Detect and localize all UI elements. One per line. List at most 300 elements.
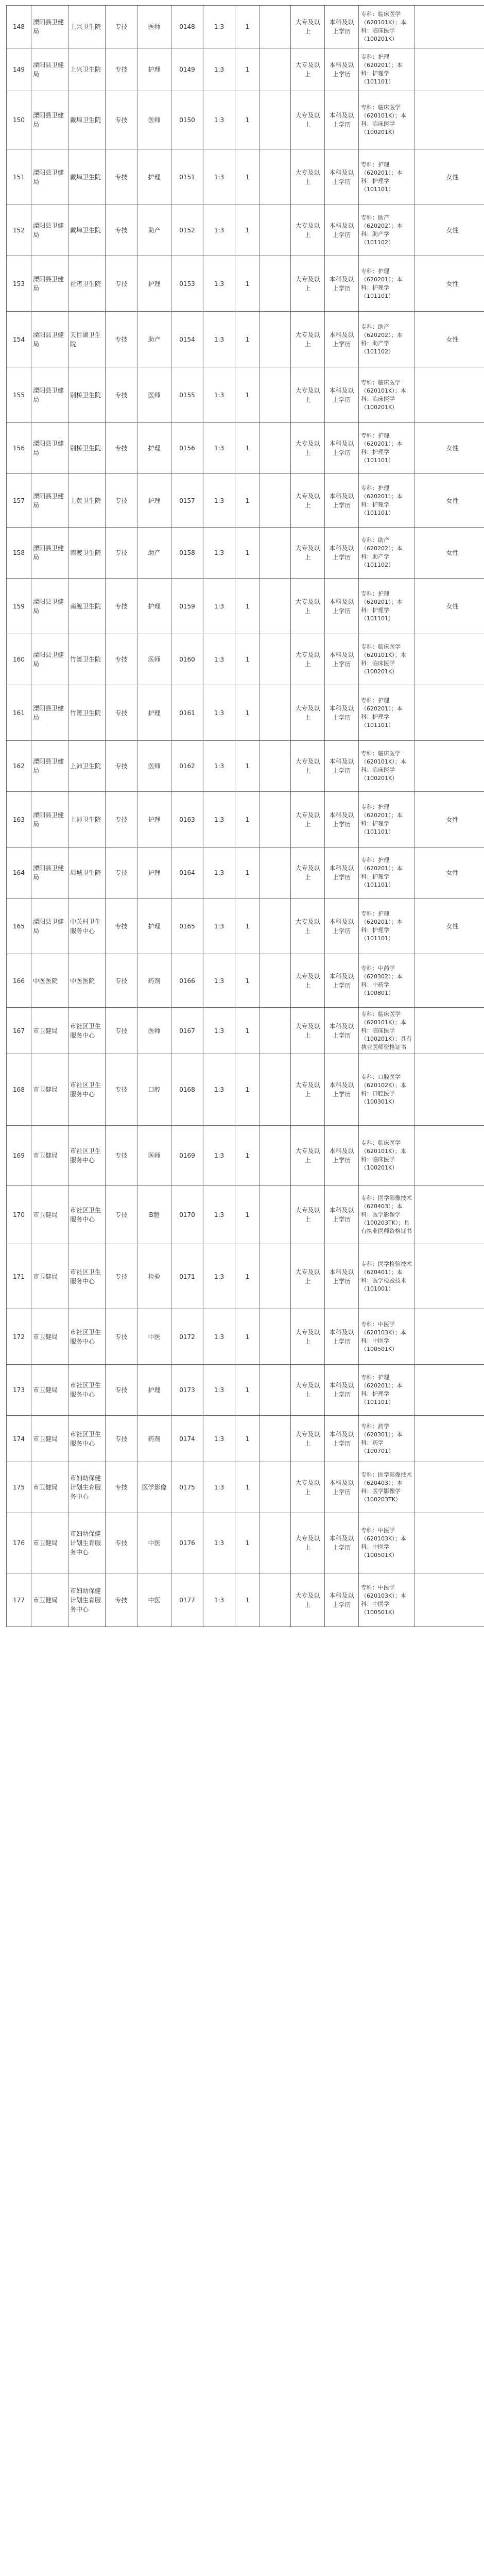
exam-ratio-cell: 1:3 <box>203 48 235 91</box>
exam-ratio-cell: 1:3 <box>203 741 235 792</box>
seq-cell: 176 <box>7 1513 31 1573</box>
department-cell: 溧阳县卫健局 <box>31 685 68 741</box>
exam-ratio-cell: 1:3 <box>203 367 235 423</box>
table-row <box>7 149 484 205</box>
exam-ratio-cell: 1:3 <box>203 1513 235 1573</box>
blank-cell <box>260 48 291 91</box>
post-code-cell: 0150 <box>171 91 203 149</box>
department-cell: 溧阳县卫健局 <box>31 367 68 423</box>
post-code-cell: 0156 <box>171 423 203 474</box>
education-cell: 大专及以上 <box>291 685 325 741</box>
unit-cell: 市妇幼保健计划生育服务中心 <box>68 1573 106 1627</box>
post-name-cell: B超 <box>137 1186 171 1244</box>
post-code-cell: 0158 <box>171 528 203 579</box>
exam-ratio-cell: 1:3 <box>203 1244 235 1309</box>
major-requirement-cell: 专科：护理（620201）；本科：护理学（101101） <box>359 685 414 741</box>
unit-cell: 市社区卫生服务中心 <box>68 1365 106 1416</box>
post-code-cell: 0172 <box>171 1309 203 1365</box>
table-row <box>7 474 484 528</box>
condition-cell: 本科及以上学历 <box>325 423 359 474</box>
post-code-cell: 0175 <box>171 1462 203 1513</box>
post-name-cell: 中医 <box>137 1573 171 1627</box>
post-type-cell: 专技 <box>106 899 137 954</box>
table-row <box>7 1054 484 1126</box>
blank-cell <box>260 312 291 367</box>
note-cell: 女性 <box>414 423 484 474</box>
post-name-cell: 医师 <box>137 1008 171 1054</box>
major-requirement-cell: 专科：临床医学（620101K）；本科：临床医学（100201K） <box>359 6 414 48</box>
post-code-cell: 0157 <box>171 474 203 528</box>
post-name-cell: 中医 <box>137 1513 171 1573</box>
condition-cell: 本科及以上学历 <box>325 1573 359 1627</box>
seq-cell: 160 <box>7 634 31 685</box>
unit-cell: 戴埠卫生院 <box>68 205 106 256</box>
unit-cell: 戴埠卫生院 <box>68 149 106 205</box>
major-requirement-cell: 专科：临床医学（620101K）；本科：临床医学（100201K） <box>359 367 414 423</box>
table-row <box>7 741 484 792</box>
blank-cell <box>260 1513 291 1573</box>
major-requirement-cell: 专科：护理（620201）；本科：护理学（101101） <box>359 792 414 848</box>
unit-cell: 社渚卫生院 <box>68 256 106 312</box>
condition-cell: 本科及以上学历 <box>325 312 359 367</box>
post-code-cell: 0167 <box>171 1008 203 1054</box>
table-row <box>7 1186 484 1244</box>
unit-cell: 中医医院 <box>68 954 106 1008</box>
department-cell: 溧阳县卫健局 <box>31 579 68 634</box>
unit-cell: 市社区卫生服务中心 <box>68 1126 106 1186</box>
condition-cell: 本科及以上学历 <box>325 205 359 256</box>
post-name-cell: 医师 <box>137 634 171 685</box>
post-type-cell: 专技 <box>106 149 137 205</box>
education-cell: 大专及以上 <box>291 634 325 685</box>
condition-cell: 本科及以上学历 <box>325 792 359 848</box>
exam-ratio-cell: 1:3 <box>203 528 235 579</box>
post-name-cell: 中医 <box>137 1309 171 1365</box>
post-code-cell: 0173 <box>171 1365 203 1416</box>
note-cell: 女性 <box>414 149 484 205</box>
post-type-cell: 专技 <box>106 48 137 91</box>
note-cell <box>414 741 484 792</box>
post-type-cell: 专技 <box>106 528 137 579</box>
seq-cell: 170 <box>7 1186 31 1244</box>
blank-cell <box>260 474 291 528</box>
major-requirement-cell: 专科：医学影像技术（620403）；本科：医学影像学（100203TK）；具有执业医师资格证书 <box>359 1186 414 1244</box>
seq-cell: 152 <box>7 205 31 256</box>
seq-cell: 168 <box>7 1054 31 1126</box>
condition-cell: 本科及以上学历 <box>325 1244 359 1309</box>
exam-ratio-cell: 1:3 <box>203 1462 235 1513</box>
education-cell: 大专及以上 <box>291 1054 325 1126</box>
blank-cell <box>260 91 291 149</box>
post-code-cell: 0152 <box>171 205 203 256</box>
education-cell: 大专及以上 <box>291 848 325 899</box>
blank-cell <box>260 367 291 423</box>
post-code-cell: 0159 <box>171 579 203 634</box>
table-row <box>7 1365 484 1416</box>
major-requirement-cell: 专科：临床医学（620101K）；本科：临床医学（100201K） <box>359 91 414 149</box>
major-requirement-cell: 专科：护理（620201）；本科：护理学（101101） <box>359 848 414 899</box>
exam-ratio-cell: 1:3 <box>203 423 235 474</box>
education-cell: 大专及以上 <box>291 528 325 579</box>
department-cell: 市卫健局 <box>31 1186 68 1244</box>
exam-ratio-cell: 1:3 <box>203 1365 235 1416</box>
major-requirement-cell: 专科：口腔医学（620102K）；本科：口腔医学（100301K） <box>359 1054 414 1126</box>
unit-cell: 中关村卫生服务中心 <box>68 899 106 954</box>
seq-cell: 149 <box>7 48 31 91</box>
unit-cell: 市社区卫生服务中心 <box>68 1309 106 1365</box>
post-name-cell: 医学影像 <box>137 1462 171 1513</box>
hire-count-cell: 1 <box>235 954 260 1008</box>
seq-cell: 156 <box>7 423 31 474</box>
hire-count-cell: 1 <box>235 367 260 423</box>
post-code-cell: 0154 <box>171 312 203 367</box>
hire-count-cell: 1 <box>235 1126 260 1186</box>
condition-cell: 本科及以上学历 <box>325 954 359 1008</box>
department-cell: 溧阳县卫健局 <box>31 423 68 474</box>
blank-cell <box>260 1365 291 1416</box>
exam-ratio-cell: 1:3 <box>203 1008 235 1054</box>
table-row <box>7 792 484 848</box>
hire-count-cell: 1 <box>235 1054 260 1126</box>
post-code-cell: 0176 <box>171 1513 203 1573</box>
condition-cell: 本科及以上学历 <box>325 91 359 149</box>
department-cell: 市卫健局 <box>31 1365 68 1416</box>
post-type-cell: 专技 <box>106 1513 137 1573</box>
department-cell: 溧阳县卫健局 <box>31 312 68 367</box>
department-cell: 市卫健局 <box>31 1462 68 1513</box>
unit-cell: 周城卫生院 <box>68 848 106 899</box>
table-row <box>7 1573 484 1627</box>
post-name-cell: 护理 <box>137 149 171 205</box>
hire-count-cell: 1 <box>235 48 260 91</box>
education-cell: 大专及以上 <box>291 1008 325 1054</box>
hire-count-cell: 1 <box>235 474 260 528</box>
table-row <box>7 312 484 367</box>
blank-cell <box>260 954 291 1008</box>
education-cell: 大专及以上 <box>291 1365 325 1416</box>
post-name-cell: 护理 <box>137 848 171 899</box>
post-name-cell: 医师 <box>137 367 171 423</box>
unit-cell: 上兴卫生院 <box>68 48 106 91</box>
post-name-cell: 护理 <box>137 579 171 634</box>
seq-cell: 177 <box>7 1573 31 1627</box>
seq-cell: 150 <box>7 91 31 149</box>
blank-cell <box>260 741 291 792</box>
post-name-cell: 医师 <box>137 91 171 149</box>
table-body <box>7 6 484 1627</box>
department-cell: 溧阳县卫健局 <box>31 741 68 792</box>
department-cell: 市卫健局 <box>31 1416 68 1462</box>
seq-cell: 174 <box>7 1416 31 1462</box>
department-cell: 市卫健局 <box>31 1573 68 1627</box>
post-name-cell: 护理 <box>137 1365 171 1416</box>
table-row <box>7 899 484 954</box>
blank-cell <box>260 1126 291 1186</box>
post-code-cell: 0171 <box>171 1244 203 1309</box>
blank-cell <box>260 528 291 579</box>
post-type-cell: 专技 <box>106 634 137 685</box>
condition-cell: 本科及以上学历 <box>325 741 359 792</box>
post-type-cell: 专技 <box>106 1416 137 1462</box>
post-type-cell: 专技 <box>106 1008 137 1054</box>
major-requirement-cell: 专科：药学（620301）；本科：药学（100701） <box>359 1416 414 1462</box>
major-requirement-cell: 专科：临床医学（620101K）；本科：临床医学（100201K） <box>359 1126 414 1186</box>
note-cell <box>414 685 484 741</box>
unit-cell: 上兴卫生院 <box>68 6 106 48</box>
department-cell: 溧阳县卫健局 <box>31 256 68 312</box>
education-cell: 大专及以上 <box>291 1573 325 1627</box>
department-cell: 溧阳县卫健局 <box>31 48 68 91</box>
note-cell <box>414 1309 484 1365</box>
note-cell <box>414 1186 484 1244</box>
blank-cell <box>260 848 291 899</box>
post-code-cell: 0162 <box>171 741 203 792</box>
table-row <box>7 205 484 256</box>
hire-count-cell: 1 <box>235 741 260 792</box>
note-cell: 女性 <box>414 792 484 848</box>
education-cell: 大专及以上 <box>291 741 325 792</box>
seq-cell: 172 <box>7 1309 31 1365</box>
hire-count-cell: 1 <box>235 91 260 149</box>
seq-cell: 155 <box>7 367 31 423</box>
department-cell: 溧阳县卫健局 <box>31 528 68 579</box>
post-type-cell: 专技 <box>106 848 137 899</box>
post-name-cell: 药剂 <box>137 1416 171 1462</box>
major-requirement-cell: 专科：护理（620201）；本科：护理学（101101） <box>359 474 414 528</box>
major-requirement-cell: 专科：助产（620202）；本科：助产学（101102） <box>359 205 414 256</box>
condition-cell: 本科及以上学历 <box>325 634 359 685</box>
hire-count-cell: 1 <box>235 1513 260 1573</box>
education-cell: 大专及以上 <box>291 423 325 474</box>
note-cell: 女性 <box>414 899 484 954</box>
seq-cell: 154 <box>7 312 31 367</box>
major-requirement-cell: 专科：护理（620201）；本科：护理学（101101） <box>359 423 414 474</box>
unit-cell: 市社区卫生服务中心 <box>68 1008 106 1054</box>
unit-cell: 别桥卫生院 <box>68 367 106 423</box>
education-cell: 大专及以上 <box>291 1186 325 1244</box>
major-requirement-cell: 专科：中医学（620103K）；本科：中医学（100501K） <box>359 1309 414 1365</box>
department-cell: 市卫健局 <box>31 1054 68 1126</box>
condition-cell: 本科及以上学历 <box>325 899 359 954</box>
post-name-cell: 助产 <box>137 205 171 256</box>
education-cell: 大专及以上 <box>291 48 325 91</box>
post-code-cell: 0161 <box>171 685 203 741</box>
post-code-cell: 0165 <box>171 899 203 954</box>
exam-ratio-cell: 1:3 <box>203 91 235 149</box>
condition-cell: 本科及以上学历 <box>325 579 359 634</box>
education-cell: 大专及以上 <box>291 792 325 848</box>
department-cell: 溧阳县卫健局 <box>31 634 68 685</box>
blank-cell <box>260 1054 291 1126</box>
seq-cell: 175 <box>7 1462 31 1513</box>
post-name-cell: 医师 <box>137 6 171 48</box>
table-row <box>7 1416 484 1462</box>
post-type-cell: 专技 <box>106 1573 137 1627</box>
table-row <box>7 528 484 579</box>
post-code-cell: 0170 <box>171 1186 203 1244</box>
seq-cell: 162 <box>7 741 31 792</box>
hire-count-cell: 1 <box>235 685 260 741</box>
post-type-cell: 专技 <box>106 474 137 528</box>
post-name-cell: 口腔 <box>137 1054 171 1126</box>
unit-cell: 市社区卫生服务中心 <box>68 1054 106 1126</box>
post-type-cell: 专技 <box>106 1244 137 1309</box>
exam-ratio-cell: 1:3 <box>203 954 235 1008</box>
exam-ratio-cell: 1:3 <box>203 1573 235 1627</box>
note-cell <box>414 48 484 91</box>
post-name-cell: 检验 <box>137 1244 171 1309</box>
condition-cell: 本科及以上学历 <box>325 1462 359 1513</box>
note-cell: 女性 <box>414 312 484 367</box>
post-code-cell: 0149 <box>171 48 203 91</box>
condition-cell: 本科及以上学历 <box>325 685 359 741</box>
blank-cell <box>260 1462 291 1513</box>
exam-ratio-cell: 1:3 <box>203 1416 235 1462</box>
unit-cell: 市社区卫生服务中心 <box>68 1416 106 1462</box>
major-requirement-cell: 专科：医学检验技术（620401）；本科：医学检验技术（101001） <box>359 1244 414 1309</box>
hire-count-cell: 1 <box>235 634 260 685</box>
post-name-cell: 护理 <box>137 792 171 848</box>
blank-cell <box>260 6 291 48</box>
hire-count-cell: 1 <box>235 848 260 899</box>
department-cell: 市卫健局 <box>31 1244 68 1309</box>
education-cell: 大专及以上 <box>291 1416 325 1462</box>
department-cell: 溧阳县卫健局 <box>31 899 68 954</box>
education-cell: 大专及以上 <box>291 6 325 48</box>
blank-cell <box>260 423 291 474</box>
hire-count-cell: 1 <box>235 792 260 848</box>
condition-cell: 本科及以上学历 <box>325 1365 359 1416</box>
table-row <box>7 48 484 91</box>
exam-ratio-cell: 1:3 <box>203 634 235 685</box>
post-code-cell: 0163 <box>171 792 203 848</box>
post-name-cell: 医师 <box>137 1126 171 1186</box>
exam-ratio-cell: 1:3 <box>203 848 235 899</box>
note-cell <box>414 1416 484 1462</box>
hire-count-cell: 1 <box>235 1008 260 1054</box>
major-requirement-cell: 专科：护理（620201）；本科：护理学（101101） <box>359 899 414 954</box>
post-type-cell: 专技 <box>106 256 137 312</box>
major-requirement-cell: 专科：助产（620202）；本科：助产学（101102） <box>359 312 414 367</box>
major-requirement-cell: 专科：护理（620201）；本科：护理学（101101） <box>359 256 414 312</box>
department-cell: 溧阳县卫健局 <box>31 6 68 48</box>
department-cell: 溧阳县卫健局 <box>31 205 68 256</box>
exam-ratio-cell: 1:3 <box>203 1309 235 1365</box>
blank-cell <box>260 1244 291 1309</box>
blank-cell <box>260 579 291 634</box>
post-type-cell: 专技 <box>106 954 137 1008</box>
education-cell: 大专及以上 <box>291 256 325 312</box>
condition-cell: 本科及以上学历 <box>325 1186 359 1244</box>
condition-cell: 本科及以上学历 <box>325 474 359 528</box>
post-type-cell: 专技 <box>106 205 137 256</box>
major-requirement-cell: 专科：中药学（620302）；本科：中药学（100801） <box>359 954 414 1008</box>
condition-cell: 本科及以上学历 <box>325 1309 359 1365</box>
education-cell: 大专及以上 <box>291 149 325 205</box>
table-row <box>7 367 484 423</box>
major-requirement-cell: 专科：护理（620201）；本科：护理学（101101） <box>359 149 414 205</box>
post-code-cell: 0153 <box>171 256 203 312</box>
post-name-cell: 助产 <box>137 312 171 367</box>
unit-cell: 天目湖卫生院 <box>68 312 106 367</box>
table-row <box>7 1126 484 1186</box>
condition-cell: 本科及以上学历 <box>325 149 359 205</box>
hire-count-cell: 1 <box>235 1244 260 1309</box>
post-name-cell: 医师 <box>137 741 171 792</box>
table-row <box>7 1462 484 1513</box>
post-type-cell: 专技 <box>106 1309 137 1365</box>
post-name-cell: 护理 <box>137 899 171 954</box>
education-cell: 大专及以上 <box>291 367 325 423</box>
education-cell: 大专及以上 <box>291 312 325 367</box>
table-row <box>7 1309 484 1365</box>
post-code-cell: 0164 <box>171 848 203 899</box>
hire-count-cell: 1 <box>235 1309 260 1365</box>
hire-count-cell: 1 <box>235 899 260 954</box>
post-name-cell: 护理 <box>137 256 171 312</box>
note-cell <box>414 1573 484 1627</box>
note-cell <box>414 367 484 423</box>
table-row <box>7 954 484 1008</box>
table-row <box>7 6 484 48</box>
exam-ratio-cell: 1:3 <box>203 1126 235 1186</box>
condition-cell: 本科及以上学历 <box>325 1008 359 1054</box>
post-code-cell: 0166 <box>171 954 203 1008</box>
note-cell <box>414 1008 484 1054</box>
post-type-cell: 专技 <box>106 1365 137 1416</box>
education-cell: 大专及以上 <box>291 1513 325 1573</box>
post-code-cell: 0169 <box>171 1126 203 1186</box>
note-cell <box>414 6 484 48</box>
note-cell: 女性 <box>414 205 484 256</box>
condition-cell: 本科及以上学历 <box>325 1054 359 1126</box>
post-code-cell: 0155 <box>171 367 203 423</box>
post-code-cell: 0148 <box>171 6 203 48</box>
hire-count-cell: 1 <box>235 579 260 634</box>
blank-cell <box>260 149 291 205</box>
hire-count-cell: 1 <box>235 312 260 367</box>
exam-ratio-cell: 1:3 <box>203 1054 235 1126</box>
blank-cell <box>260 1573 291 1627</box>
major-requirement-cell: 专科：医学影像技术（620403）；本科：医学影像学（100203TK） <box>359 1462 414 1513</box>
seq-cell: 165 <box>7 899 31 954</box>
post-name-cell: 护理 <box>137 685 171 741</box>
department-cell: 溧阳县卫健局 <box>31 149 68 205</box>
education-cell: 大专及以上 <box>291 1309 325 1365</box>
hire-count-cell: 1 <box>235 1416 260 1462</box>
note-cell <box>414 634 484 685</box>
note-cell <box>414 1054 484 1126</box>
note-cell <box>414 1244 484 1309</box>
condition-cell: 本科及以上学历 <box>325 367 359 423</box>
table-row <box>7 1244 484 1309</box>
unit-cell: 市社区卫生服务中心 <box>68 1186 106 1244</box>
hire-count-cell: 1 <box>235 256 260 312</box>
hire-count-cell: 1 <box>235 528 260 579</box>
post-type-cell: 专技 <box>106 685 137 741</box>
post-code-cell: 0151 <box>171 149 203 205</box>
hire-count-cell: 1 <box>235 1573 260 1627</box>
post-type-cell: 专技 <box>106 1186 137 1244</box>
department-cell: 市卫健局 <box>31 1513 68 1573</box>
major-requirement-cell: 专科：临床医学（620101K）；本科：临床医学（100201K） <box>359 634 414 685</box>
note-cell <box>414 1365 484 1416</box>
department-cell: 市卫健局 <box>31 1309 68 1365</box>
table-row <box>7 848 484 899</box>
blank-cell <box>260 1186 291 1244</box>
post-type-cell: 专技 <box>106 792 137 848</box>
major-requirement-cell: 专科：护理（620201）；本科：护理学（101101） <box>359 1365 414 1416</box>
